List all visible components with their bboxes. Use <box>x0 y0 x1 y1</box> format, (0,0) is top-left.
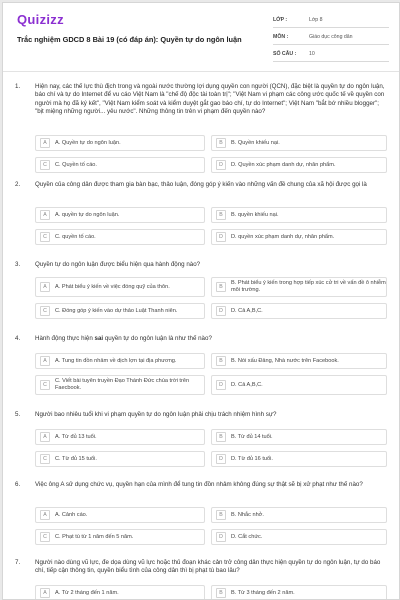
option-d[interactable] <box>211 157 387 173</box>
question-text: Quyền tự do ngôn luận được biểu hiện qua hành động nào? <box>35 261 201 268</box>
option-c[interactable] <box>35 529 205 545</box>
option-text: C. Phạt tù từ 1 năm đến 5 năm. <box>55 533 134 540</box>
question-number: 1. <box>15 83 21 90</box>
option-text: A. Cảnh cáo. <box>55 511 88 518</box>
option-b[interactable] <box>211 277 387 297</box>
question-number: 3. <box>15 261 21 268</box>
option-a[interactable] <box>35 277 205 297</box>
question-text-emphasis: sai <box>94 335 104 342</box>
quizizz-logo: Quizizz <box>17 12 64 27</box>
option-b[interactable] <box>211 585 387 600</box>
meta-value-subject: Giáo dục công dân <box>309 34 353 40</box>
question-number: 4. <box>15 335 21 342</box>
meta-value-class: Lớp 8 <box>309 17 323 23</box>
option-c[interactable] <box>35 157 205 173</box>
option-letter: B <box>216 210 226 220</box>
option-letter: D <box>216 532 226 542</box>
option-a[interactable] <box>35 429 205 445</box>
option-letter: D <box>216 306 226 316</box>
option-a[interactable] <box>35 585 205 600</box>
option-letter: B <box>216 138 226 148</box>
meta-label-subject: MÔN : <box>273 34 289 40</box>
meta-label-question-count: SỐ CÂU : <box>273 51 297 57</box>
option-text: A. Từ đủ 13 tuổi. <box>55 433 97 440</box>
option-b[interactable] <box>211 135 387 151</box>
option-letter: B <box>216 282 226 292</box>
option-b[interactable] <box>211 207 387 223</box>
question-text: Quyền của công dân được tham gia bàn bạc, thảo luận, đóng góp ý kiến vào những vấn đề chung của xã hội được gọi là <box>35 181 367 188</box>
option-letter: A <box>40 282 50 292</box>
option-text: D. Cả A,B,C. <box>231 307 263 314</box>
option-text: A. Từ 2 tháng đến 1 năm. <box>55 589 119 596</box>
option-text: C. Quyền tố cáo. <box>55 161 97 168</box>
option-letter: A <box>40 356 50 366</box>
option-text: A. Quyền tự do ngôn luận. <box>55 139 121 146</box>
question-number: 6. <box>15 481 21 488</box>
question-text: Người bao nhiêu tuổi khi vi phạm quyền tự do ngôn luận phải chịu trách nhiệm hình sự? <box>35 411 277 418</box>
quiz-page <box>2 2 400 600</box>
option-text: D. Cắt chức. <box>231 533 263 540</box>
option-c[interactable] <box>35 303 205 319</box>
question-text: Người nào dùng vũ lực, đe dọa dùng vũ lực hoặc thủ đoạn khác cản trở công dân thực hiện quyền tự do ngôn luận, tự do báo chí, tiếp cận thông tin, quyền biểu tình của công dân thì bị phạt tù bao lâu? <box>35 559 381 575</box>
option-letter: D <box>216 380 226 390</box>
option-text: D. Quyền xúc phạm danh dự, nhân phẩm. <box>231 161 336 168</box>
meta-row-class <box>273 13 389 28</box>
option-text: B. Nhắc nhở. <box>231 511 264 518</box>
meta-value-question-count: 10 <box>309 51 315 57</box>
option-letter: D <box>216 232 226 242</box>
meta-row-question-count <box>273 47 389 62</box>
option-text: C. Từ đủ 15 tuổi. <box>55 455 97 462</box>
option-a[interactable] <box>35 507 205 523</box>
option-text: A. Phát biểu ý kiến về việc đóng quỹ của thôn. <box>55 283 170 290</box>
option-text: B. Từ đủ 14 tuổi. <box>231 433 273 440</box>
option-c[interactable] <box>35 375 205 395</box>
question-number: 5. <box>15 411 21 418</box>
option-letter: A <box>40 588 50 598</box>
option-a[interactable] <box>35 207 205 223</box>
option-letter: C <box>40 232 50 242</box>
option-letter: B <box>216 432 226 442</box>
option-text: D. quyền xúc phạm danh dự, nhân phẩm. <box>231 233 335 240</box>
option-d[interactable] <box>211 375 387 395</box>
meta-label-class: LỚP : <box>273 17 288 23</box>
question-text-start: Hành động thực hiện <box>35 335 95 342</box>
quiz-title: Trắc nghiệm GDCD 8 Bài 19 (có đáp án): Quyền tự do ngôn luận <box>17 35 242 44</box>
option-letter: B <box>216 356 226 366</box>
option-letter: B <box>216 510 226 520</box>
meta-row-subject <box>273 30 389 45</box>
option-text: C. quyền tố cáo. <box>55 233 96 240</box>
option-text: B. Phát biểu ý kiến trong hợp tiếp xúc cử tri về vấn đề ô nhiễm môi trường. <box>231 280 386 293</box>
option-d[interactable] <box>211 529 387 545</box>
option-letter: A <box>40 138 50 148</box>
option-text: C. Đóng góp ý kiến vào dự thảo Luật Thanh niên. <box>55 307 178 314</box>
question-text <box>35 335 387 343</box>
question-number: 7. <box>15 559 21 566</box>
header-divider <box>3 71 399 72</box>
option-text: D. Từ đủ 16 tuổi. <box>231 455 273 462</box>
option-b[interactable] <box>211 353 387 369</box>
option-d[interactable] <box>211 451 387 467</box>
question-text: Hiện nay, các thế lực thù địch trong và ngoài nước thường lợi dụng quyền con người (QCN), đặc biệt là quyền tự do ngôn luận, báo chí và tự do Internet để vu cáo Việt Nam là "chế độ độc tài toàn trị"; "Việt Nam vi phạm các công ước quốc tế về quyền con người mà họ đã ký kết", "Việt Nam kiểm soát và kiểm duyệt gắt gao báo chí, tự do Internet"; Việt Nam "bắt bớ nhiều blogger"; "bịt miệng những người... yêu nước". Những thông tin trên vi phạm đến quyền nào? <box>35 83 385 116</box>
option-letter: B <box>216 588 226 598</box>
option-text: A. Tung tin đồn nhảm về dịch lợn tại địa phương. <box>55 357 177 364</box>
option-letter: C <box>40 160 50 170</box>
option-c[interactable] <box>35 229 205 245</box>
option-letter: C <box>40 454 50 464</box>
option-letter: A <box>40 510 50 520</box>
quiz-meta <box>273 13 389 64</box>
option-letter: A <box>40 432 50 442</box>
option-text: D. Cả A,B,C. <box>231 381 263 388</box>
option-b[interactable] <box>211 507 387 523</box>
option-text: B. quyền khiếu nại. <box>231 211 279 218</box>
option-d[interactable] <box>211 229 387 245</box>
option-c[interactable] <box>35 451 205 467</box>
option-text: A. quyền tự do ngôn luận. <box>55 211 120 218</box>
question-text: Việc ông A sử dụng chức vụ, quyền hạn của mình để tung tin đồn nhảm không đúng sự thật sẽ bị xử phạt như thế nào? <box>35 481 363 488</box>
option-text: B. Từ 3 tháng đến 2 năm. <box>231 589 295 596</box>
option-letter: C <box>40 532 50 542</box>
option-a[interactable] <box>35 353 205 369</box>
quiz-header <box>3 3 399 71</box>
question-number: 2. <box>15 181 21 188</box>
option-text: B. Nói xấu Đảng, Nhà nước trên Facebook. <box>231 357 339 364</box>
option-b[interactable] <box>211 429 387 445</box>
option-letter: C <box>40 306 50 316</box>
option-letter: C <box>40 380 50 390</box>
option-text: B. Quyền khiếu nại. <box>231 139 280 146</box>
option-letter: D <box>216 454 226 464</box>
option-letter: A <box>40 210 50 220</box>
question-text-end: quyền tự do ngôn luận là như thế nào? <box>103 335 212 342</box>
option-text: C. Viết bài tuyên truyền Đạo Thánh Đức chúa trời trên Faecbook. <box>55 378 190 391</box>
option-a[interactable] <box>35 135 205 151</box>
option-d[interactable] <box>211 303 387 319</box>
option-letter: D <box>216 160 226 170</box>
